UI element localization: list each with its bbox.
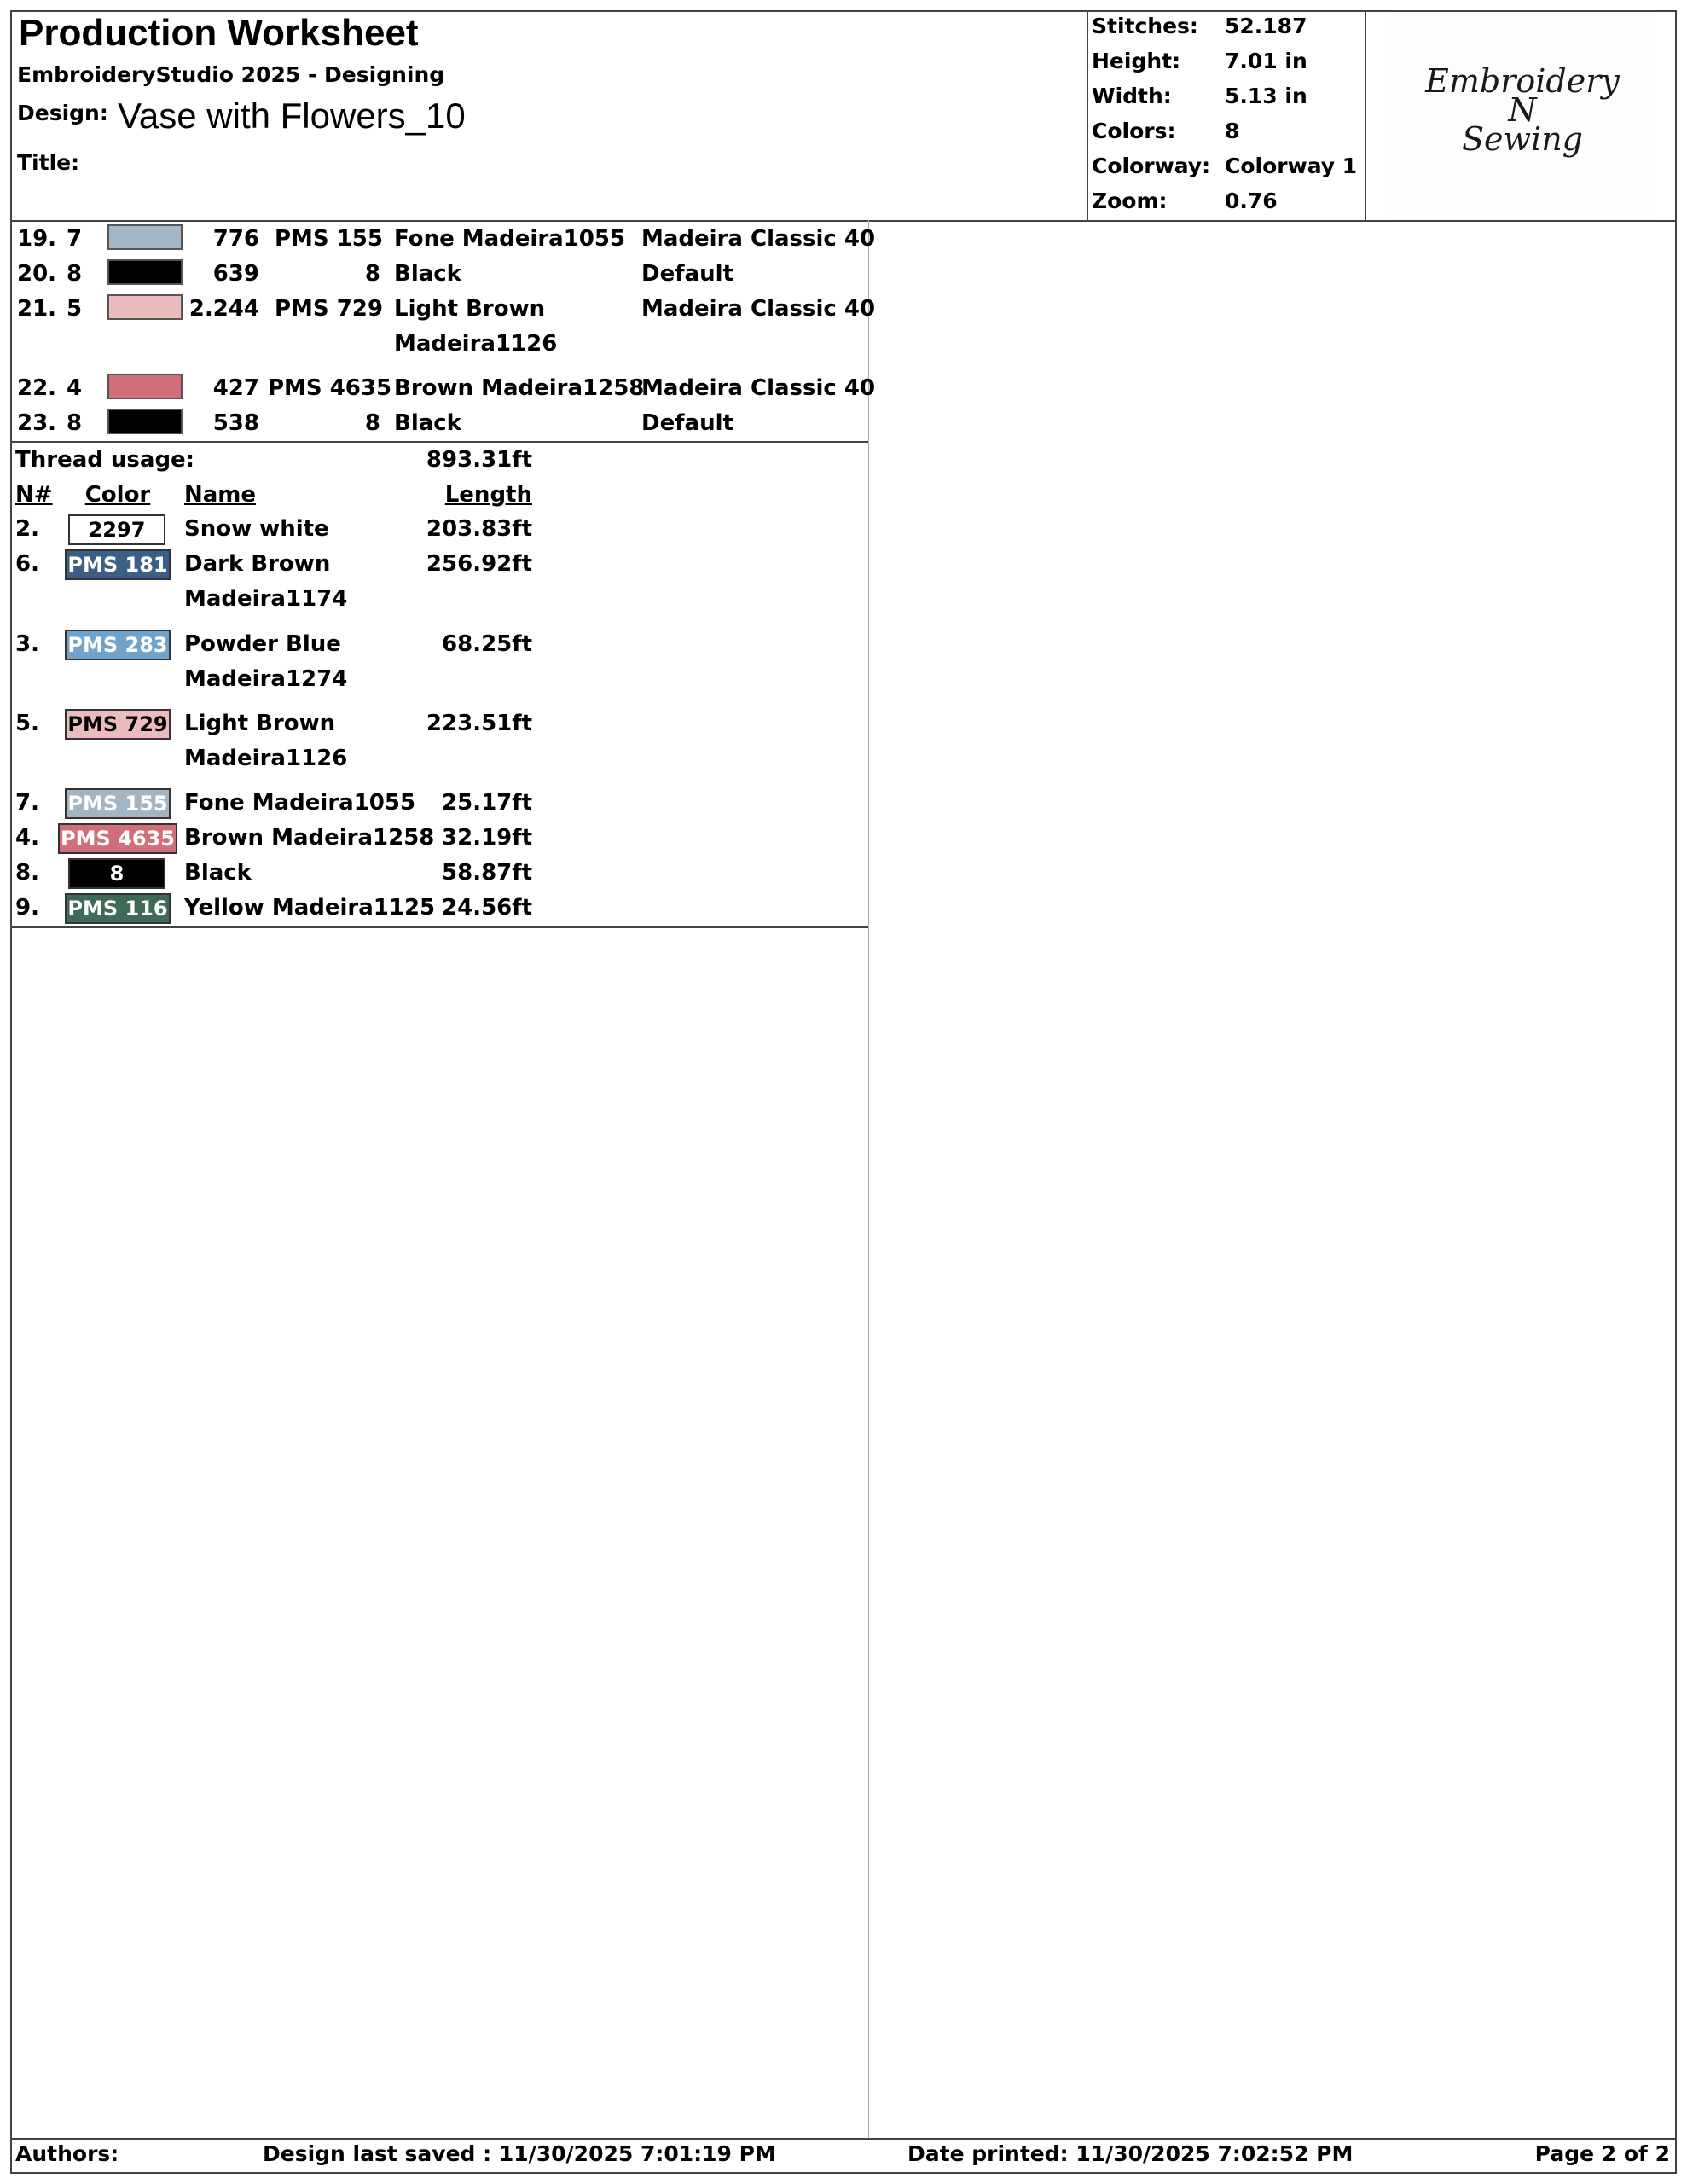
brand-logo bbox=[1390, 15, 1655, 220]
color-code: 8 bbox=[364, 261, 380, 287]
thread-length: 68.25ft bbox=[442, 631, 532, 657]
thread-number: 9. bbox=[15, 895, 39, 921]
thread-number: 6. bbox=[15, 551, 39, 577]
sequence-number: 23. bbox=[17, 410, 57, 436]
color-swatch bbox=[107, 294, 183, 320]
date-printed: Date printed: 11/30/2025 7:02:52 PM bbox=[907, 2141, 1354, 2166]
thread-number: 5. bbox=[15, 711, 39, 736]
thread-usage-label: Thread usage: bbox=[15, 447, 195, 473]
thread-number: 3. bbox=[15, 631, 39, 657]
page-title: Production Worksheet bbox=[19, 12, 419, 54]
thread-name-line-2: Madeira1174 bbox=[184, 586, 348, 612]
stitches-value: 52.187 bbox=[1225, 14, 1307, 38]
column-header-n: N# bbox=[15, 482, 53, 508]
color-swatch bbox=[107, 224, 183, 250]
thread-name: Black bbox=[184, 860, 252, 886]
thread-length: 25.17ft bbox=[442, 790, 532, 816]
color-name: Fone Madeira1055 bbox=[394, 226, 626, 252]
sequence-number: 21. bbox=[17, 296, 57, 322]
thread-usage-total: 893.31ft bbox=[426, 447, 532, 473]
zoom-label: Zoom: bbox=[1092, 189, 1168, 213]
thread-name-line-2: Madeira1126 bbox=[184, 746, 348, 771]
thread-name-line-2: Madeira1274 bbox=[184, 666, 348, 692]
thread-name: Brown Madeira1258 bbox=[184, 825, 435, 851]
design-label: Design: bbox=[17, 101, 108, 125]
usage-divider bbox=[10, 926, 868, 928]
last-saved: Design last saved : 11/30/2025 7:01:19 PM bbox=[263, 2141, 776, 2166]
colors-value: 8 bbox=[1225, 119, 1240, 143]
color-code: PMS 4635 bbox=[268, 375, 392, 401]
stitch-count: 427 bbox=[212, 375, 259, 401]
color-name: Black bbox=[394, 410, 461, 436]
column-divider bbox=[868, 220, 869, 2140]
color-name-line-2: Madeira1126 bbox=[394, 331, 558, 357]
thread-type: Madeira Classic 40 bbox=[641, 375, 876, 401]
color-code: PMS 155 bbox=[275, 226, 383, 252]
needle-number: 7 bbox=[67, 226, 83, 252]
thread-number: 4. bbox=[15, 825, 39, 851]
logo-line-2: N bbox=[1508, 91, 1537, 129]
width-label: Width: bbox=[1092, 84, 1172, 108]
thread-length: 58.87ft bbox=[442, 860, 532, 886]
footer-divider bbox=[10, 2138, 1677, 2140]
header-divider bbox=[10, 220, 1677, 222]
color-code: 8 bbox=[364, 410, 380, 436]
thread-number: 8. bbox=[15, 860, 39, 886]
column-header-length: Length bbox=[444, 482, 532, 508]
stitch-count: 776 bbox=[212, 226, 259, 252]
needle-number: 8 bbox=[67, 410, 83, 436]
needle-number: 4 bbox=[67, 375, 83, 401]
thread-name: Yellow Madeira1125 bbox=[184, 895, 436, 921]
color-name: Brown Madeira1258 bbox=[394, 375, 645, 401]
authors-label: Authors: bbox=[15, 2141, 119, 2166]
stitches-label: Stitches: bbox=[1092, 14, 1198, 38]
thread-name: Snow white bbox=[184, 516, 329, 542]
thread-name: Light Brown bbox=[184, 711, 336, 736]
height-label: Height: bbox=[1092, 49, 1181, 73]
stitch-count: 538 bbox=[212, 410, 259, 436]
column-header-name: Name bbox=[184, 482, 257, 508]
thread-color-chip: PMS 4635 bbox=[58, 823, 177, 854]
height-value: 7.01 in bbox=[1225, 49, 1307, 73]
thread-length: 203.83ft bbox=[426, 516, 532, 542]
thread-color-chip: PMS 155 bbox=[65, 788, 171, 819]
needle-number: 5 bbox=[67, 296, 83, 322]
software-name: EmbroideryStudio 2025 - Designing bbox=[17, 62, 445, 87]
colorway-label: Colorway: bbox=[1092, 154, 1211, 178]
color-swatch bbox=[107, 409, 183, 434]
thread-color-chip: 2297 bbox=[68, 514, 165, 545]
logo-line-3: Sewing bbox=[1462, 120, 1583, 158]
title-label: Title: bbox=[17, 150, 80, 175]
color-swatch bbox=[107, 259, 183, 285]
thread-number: 7. bbox=[15, 790, 39, 816]
thread-number: 2. bbox=[15, 516, 39, 542]
zoom-value: 0.76 bbox=[1225, 189, 1278, 213]
needle-number: 8 bbox=[67, 261, 83, 287]
page-frame bbox=[10, 10, 1677, 2174]
thread-type: Madeira Classic 40 bbox=[641, 226, 876, 252]
thread-type: Madeira Classic 40 bbox=[641, 296, 876, 322]
sequence-divider bbox=[10, 441, 868, 443]
thread-type: Default bbox=[641, 410, 733, 436]
logo-line-1: Embroidery bbox=[1425, 62, 1620, 100]
thread-length: 24.56ft bbox=[442, 895, 532, 921]
thread-color-chip: PMS 729 bbox=[65, 709, 171, 740]
stats-divider bbox=[1087, 10, 1088, 220]
stitch-count: 639 bbox=[212, 261, 259, 287]
thread-name: Powder Blue bbox=[184, 631, 341, 657]
thread-color-chip: PMS 116 bbox=[65, 893, 171, 924]
width-value: 5.13 in bbox=[1225, 84, 1307, 108]
thread-name: Fone Madeira1055 bbox=[184, 790, 416, 816]
thread-color-chip: 8 bbox=[68, 858, 165, 889]
sequence-number: 19. bbox=[17, 226, 57, 252]
color-name: Black bbox=[394, 261, 461, 287]
colorway-value: Colorway 1 bbox=[1225, 154, 1358, 178]
colors-label: Colors: bbox=[1092, 119, 1176, 143]
color-swatch bbox=[107, 374, 183, 399]
page-number: Page 2 of 2 bbox=[1534, 2141, 1670, 2166]
thread-length: 32.19ft bbox=[442, 825, 532, 851]
logo-divider bbox=[1365, 10, 1366, 220]
thread-color-chip: PMS 283 bbox=[65, 630, 171, 660]
color-name: Light Brown bbox=[394, 296, 546, 322]
thread-type: Default bbox=[641, 261, 733, 287]
sequence-number: 22. bbox=[17, 375, 57, 401]
stitch-count: 2.244 bbox=[188, 296, 259, 322]
thread-length: 223.51ft bbox=[426, 711, 532, 736]
design-name: Vase with Flowers_10 bbox=[118, 96, 466, 136]
thread-length: 256.92ft bbox=[426, 551, 532, 577]
sequence-number: 20. bbox=[17, 261, 57, 287]
column-header-color: Color bbox=[84, 482, 151, 508]
thread-color-chip: PMS 181 bbox=[65, 549, 171, 580]
color-code: PMS 729 bbox=[275, 296, 383, 322]
thread-name: Dark Brown bbox=[184, 551, 331, 577]
